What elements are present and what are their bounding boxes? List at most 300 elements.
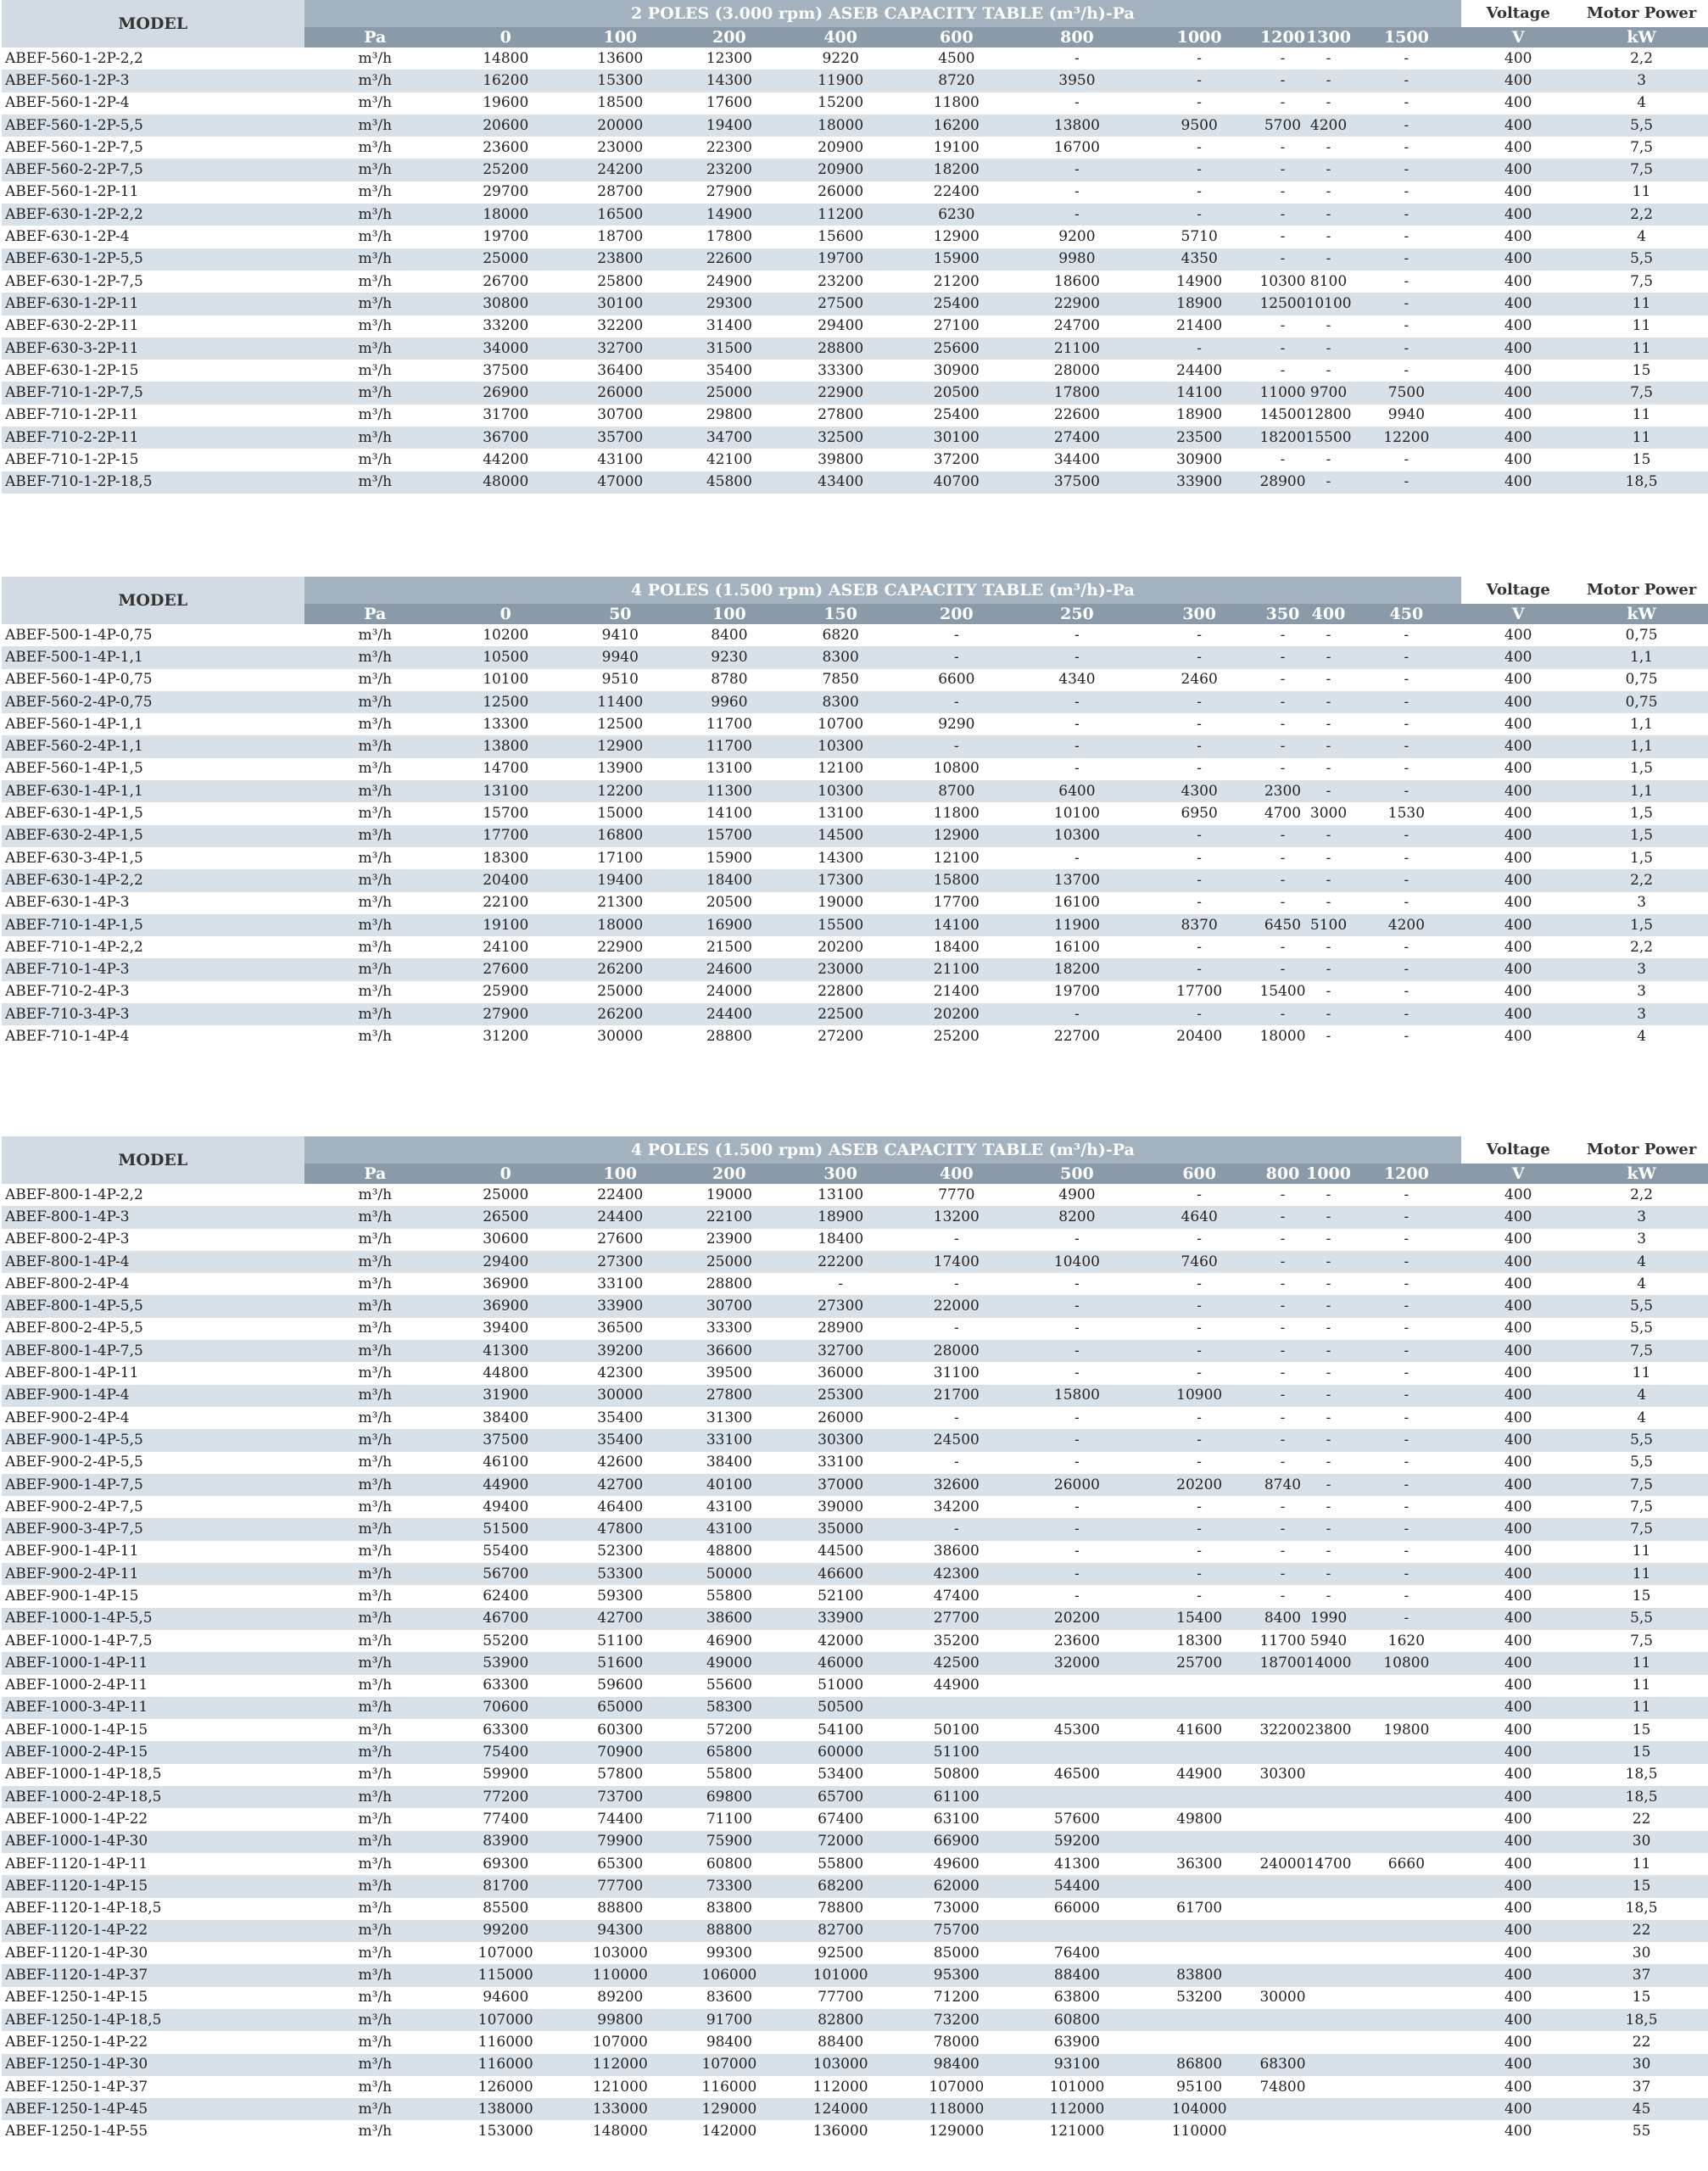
flow-value-cell: 20200 <box>784 936 898 958</box>
table-row <box>2 758 1708 780</box>
pressure-column-header: 1000 <box>1139 27 1260 47</box>
table-row <box>2 1251 1708 1273</box>
flow-value-cell: 77700 <box>784 1987 898 2009</box>
flow-value-cell: 32500 <box>784 427 898 449</box>
flow-value-cell: 11700 <box>1259 1630 1305 1652</box>
table-row <box>2 1987 1708 2009</box>
flow-value-cell: 27200 <box>784 1025 898 1047</box>
flow-value-cell: 41300 <box>446 1340 565 1362</box>
pressure-column-header: 1200 <box>1352 1164 1462 1184</box>
flow-value-cell: 27300 <box>784 1295 898 1317</box>
flow-value-cell: 19000 <box>784 892 898 914</box>
model-cell: ABEF-900-1-4P-15 <box>2 1585 304 1607</box>
motor-power-cell: 3 <box>1575 70 1708 92</box>
flow-value-cell: 21100 <box>1015 338 1139 360</box>
flow-value-cell: 25900 <box>446 981 565 1003</box>
voltage-cell: 400 <box>1461 981 1575 1003</box>
flow-value-cell: 31500 <box>675 338 784 360</box>
flow-value-cell: - <box>1352 735 1462 757</box>
table-row <box>2 92 1708 114</box>
flow-value-cell: - <box>1259 1184 1305 1206</box>
flow-value-cell: 59300 <box>565 1585 675 1607</box>
flow-value-cell <box>1139 1920 1260 1942</box>
flow-value-cell: 42500 <box>898 1652 1015 1674</box>
model-cell: ABEF-900-3-4P-7,5 <box>2 1518 304 1540</box>
unit-cell: m³/h <box>304 2031 446 2053</box>
flow-value-cell: 12800 <box>1306 405 1352 427</box>
motor-power-cell: 11 <box>1575 1697 1708 1719</box>
motor-power-unit: kW <box>1575 1164 1708 1184</box>
flow-value-cell: 116000 <box>446 2054 565 2076</box>
flow-value-cell: 14300 <box>675 70 784 92</box>
model-cell: ABEF-800-1-4P-5,5 <box>2 1295 304 1317</box>
flow-value-cell: 5940 <box>1306 1630 1352 1652</box>
motor-power-cell: 1,1 <box>1575 735 1708 757</box>
flow-value-cell: 75900 <box>675 1831 784 1853</box>
flow-value-cell: 94600 <box>446 1987 565 2009</box>
flow-value-cell: 39400 <box>446 1318 565 1340</box>
flow-value-cell: 51500 <box>446 1518 565 1540</box>
motor-power-cell: 2,2 <box>1575 204 1708 226</box>
voltage-cell: 400 <box>1461 2120 1575 2142</box>
flow-value-cell: 35700 <box>565 427 675 449</box>
table-row <box>2 2009 1708 2031</box>
table-row <box>2 1474 1708 1496</box>
voltage-cell: 400 <box>1461 1920 1575 1942</box>
flow-value-cell: 30100 <box>898 427 1015 449</box>
unit-cell: m³/h <box>304 1407 446 1429</box>
flow-value-cell: 29700 <box>446 181 565 204</box>
flow-value-cell: 22100 <box>675 1206 784 1228</box>
unit-cell: m³/h <box>304 360 446 382</box>
flow-value-cell: - <box>1259 338 1305 360</box>
flow-value-cell: 43100 <box>675 1518 784 1540</box>
flow-value-cell: 25000 <box>675 1251 784 1273</box>
flow-value-cell: 24000 <box>675 981 784 1003</box>
flow-value-cell: 92500 <box>784 1942 898 1964</box>
flow-value-cell <box>1306 1808 1352 1830</box>
voltage-cell: 400 <box>1461 1273 1575 1295</box>
unit-cell: m³/h <box>304 892 446 914</box>
pa-label: Pa <box>304 604 446 624</box>
flow-value-cell: - <box>1015 1273 1139 1295</box>
flow-value-cell: - <box>1352 1452 1462 1474</box>
flow-value-cell: 89200 <box>565 1987 675 2009</box>
motor-power-cell: 18,5 <box>1575 1898 1708 1920</box>
flow-value-cell: - <box>1259 1273 1305 1295</box>
flow-value-cell: - <box>1352 1541 1462 1563</box>
model-cell: ABEF-560-2-4P-0,75 <box>2 691 304 713</box>
flow-value-cell: 71100 <box>675 1808 784 1830</box>
motor-power-cell: 7,5 <box>1575 1340 1708 1362</box>
flow-value-cell: 25000 <box>675 382 784 404</box>
flow-value-cell: 6660 <box>1352 1853 1462 1875</box>
flow-value-cell: - <box>1352 981 1462 1003</box>
model-cell: ABEF-560-1-4P-1,1 <box>2 713 304 735</box>
flow-value-cell: - <box>1139 70 1260 92</box>
flow-value-cell: 63300 <box>446 1719 565 1741</box>
motor-power-cell: 15 <box>1575 449 1708 471</box>
pa-label: Pa <box>304 1164 446 1184</box>
flow-value-cell: 14300 <box>784 847 898 869</box>
model-cell: ABEF-800-2-4P-5,5 <box>2 1318 304 1340</box>
flow-value-cell: 14500 <box>1259 405 1305 427</box>
flow-value-cell: 46400 <box>565 1496 675 1518</box>
flow-value-cell: 8300 <box>784 691 898 713</box>
unit-cell: m³/h <box>304 315 446 338</box>
flow-value-cell: 18200 <box>1259 427 1305 449</box>
flow-value-cell: - <box>1306 958 1352 980</box>
flow-value-cell: 7850 <box>784 669 898 691</box>
voltage-cell: 400 <box>1461 1385 1575 1407</box>
flow-value-cell: 4200 <box>1306 114 1352 137</box>
table-row <box>2 226 1708 248</box>
flow-value-cell: 51100 <box>898 1741 1015 1763</box>
model-cell: ABEF-710-1-2P-7,5 <box>2 382 304 404</box>
model-cell: ABEF-800-1-4P-3 <box>2 1206 304 1228</box>
table-row <box>2 1741 1708 1763</box>
motor-power-cell: 11 <box>1575 1563 1708 1585</box>
pressure-column-header: 1300 <box>1306 27 1351 47</box>
model-cell: ABEF-1000-1-4P-22 <box>2 1808 304 1830</box>
voltage-cell: 400 <box>1461 1184 1575 1206</box>
model-cell: ABEF-560-1-2P-5,5 <box>2 114 304 137</box>
unit-cell: m³/h <box>304 137 446 159</box>
flow-value-cell: 10800 <box>1352 1652 1462 1674</box>
voltage-cell: 400 <box>1461 1541 1575 1563</box>
table-row <box>2 181 1708 204</box>
flow-value-cell <box>1352 1808 1462 1830</box>
flow-value-cell: - <box>1259 1585 1305 1607</box>
model-cell: ABEF-1250-1-4P-22 <box>2 2031 304 2053</box>
motor-power-cell: 5,5 <box>1575 1429 1708 1451</box>
flow-value-cell: 20400 <box>1139 1025 1260 1047</box>
flow-value-cell <box>1015 1697 1139 1719</box>
unit-cell: m³/h <box>304 624 446 646</box>
flow-value-cell: 13800 <box>1015 114 1139 137</box>
flow-value-cell: 18500 <box>565 92 675 114</box>
flow-value-cell: 14100 <box>1139 382 1260 404</box>
flow-value-cell: 61100 <box>898 1786 1015 1808</box>
pressure-column-header: 50 <box>565 604 675 624</box>
pressure-column-header: 250 <box>1015 604 1139 624</box>
flow-value-cell: 91700 <box>675 2009 784 2031</box>
flow-value-cell <box>1306 2098 1352 2120</box>
flow-value-cell: 69300 <box>446 1853 565 1875</box>
unit-cell: m³/h <box>304 1942 446 1964</box>
flow-value-cell <box>1259 1942 1305 1964</box>
flow-value-cell: - <box>1015 735 1139 757</box>
motor-power-cell: 11 <box>1575 1652 1708 1674</box>
flow-value-cell: - <box>1139 1340 1260 1362</box>
flow-value-cell: 25200 <box>446 159 565 181</box>
table-row <box>2 315 1708 338</box>
flow-value-cell: - <box>1259 691 1305 713</box>
unit-cell: m³/h <box>304 2098 446 2120</box>
table-row <box>2 137 1708 159</box>
flow-value-cell: 10100 <box>1015 802 1139 824</box>
motor-power-cell: 15 <box>1575 1987 1708 2009</box>
flow-value-cell: 54400 <box>1015 1875 1139 1897</box>
flow-value-cell: - <box>1015 1003 1139 1025</box>
model-cell: ABEF-1000-2-4P-15 <box>2 1741 304 1763</box>
flow-value-cell: - <box>1306 1452 1352 1474</box>
unit-cell: m³/h <box>304 1898 446 1920</box>
flow-value-cell: - <box>1306 869 1352 891</box>
unit-cell: m³/h <box>304 2120 446 2142</box>
model-cell: ABEF-710-1-2P-15 <box>2 449 304 471</box>
flow-value-cell: 9940 <box>565 646 675 668</box>
flow-value-cell: 18200 <box>898 159 1015 181</box>
flow-value-cell <box>1259 1875 1305 1897</box>
flow-value-cell: 10300 <box>784 780 898 802</box>
flow-value-cell: - <box>1139 1318 1260 1340</box>
flow-value-cell: 17300 <box>784 869 898 891</box>
voltage-cell: 400 <box>1461 2009 1575 2031</box>
flow-value-cell: 22900 <box>1015 293 1139 315</box>
flow-value-cell: 22600 <box>675 248 784 271</box>
flow-value-cell: - <box>1139 1452 1260 1474</box>
flow-value-cell: 14900 <box>1139 271 1260 293</box>
flow-value-cell: - <box>1306 1585 1352 1607</box>
motor-power-cell: 5,5 <box>1575 1295 1708 1317</box>
unit-cell: m³/h <box>304 2054 446 2076</box>
pressure-column-header: 150 <box>784 604 898 624</box>
flow-value-cell: 106000 <box>675 1964 784 1986</box>
unit-cell: m³/h <box>304 1496 446 1518</box>
flow-value-cell: 53300 <box>565 1563 675 1585</box>
flow-value-cell: - <box>1306 1362 1352 1384</box>
motor-power-cell: 11 <box>1575 293 1708 315</box>
flow-value-cell: 10300 <box>1015 825 1139 847</box>
model-header: MODEL <box>2 1136 304 1184</box>
flow-value-cell <box>1306 1764 1352 1786</box>
motor-power-cell: 15 <box>1575 1719 1708 1741</box>
flow-value-cell: 124000 <box>784 2098 898 2120</box>
flow-value-cell: 25800 <box>565 271 675 293</box>
flow-value-cell: - <box>1352 271 1462 293</box>
model-cell: ABEF-630-1-4P-2,2 <box>2 869 304 891</box>
unit-cell: m³/h <box>304 1362 446 1384</box>
flow-value-cell: 34000 <box>446 338 565 360</box>
flow-value-cell: - <box>1259 47 1305 70</box>
flow-value-cell: 20000 <box>565 114 675 137</box>
voltage-cell: 400 <box>1461 1808 1575 1830</box>
flow-value-cell: 4300 <box>1139 780 1260 802</box>
flow-value-cell: 23800 <box>565 248 675 271</box>
table-row <box>2 691 1708 713</box>
flow-value-cell <box>1139 1942 1260 1964</box>
flow-value-cell: - <box>1139 92 1260 114</box>
table-row <box>2 1875 1708 1897</box>
flow-value-cell: 10100 <box>1306 293 1352 315</box>
flow-value-cell: 34700 <box>675 427 784 449</box>
flow-value-cell: 34400 <box>1015 449 1139 471</box>
flow-value-cell: - <box>1139 847 1260 869</box>
flow-value-cell: - <box>1139 1295 1260 1317</box>
flow-value-cell: - <box>1352 1184 1462 1206</box>
flow-value-cell: - <box>1259 159 1305 181</box>
table-row <box>2 669 1708 691</box>
model-cell: ABEF-630-3-2P-11 <box>2 338 304 360</box>
model-cell: ABEF-800-1-4P-2,2 <box>2 1184 304 1206</box>
flow-value-cell: 33300 <box>675 1318 784 1340</box>
flow-value-cell: 21100 <box>898 958 1015 980</box>
flow-value-cell: - <box>1306 1318 1352 1340</box>
voltage-cell: 400 <box>1461 427 1575 449</box>
table-row <box>2 1630 1708 1652</box>
flow-value-cell: - <box>1352 360 1462 382</box>
table-row <box>2 1452 1708 1474</box>
flow-value-cell: 26000 <box>784 1407 898 1429</box>
flow-value-cell: - <box>1139 646 1260 668</box>
model-header: MODEL <box>2 577 304 624</box>
motor-power-cell: 7,5 <box>1575 1496 1708 1518</box>
flow-value-cell: 36400 <box>565 360 675 382</box>
flow-value-cell: - <box>1306 181 1352 204</box>
flow-value-cell: - <box>1139 1563 1260 1585</box>
model-cell: ABEF-900-2-4P-11 <box>2 1563 304 1585</box>
flow-value-cell: 16100 <box>1015 892 1139 914</box>
flow-value-cell <box>1259 1964 1305 1986</box>
flow-value-cell: 53200 <box>1139 1987 1260 2009</box>
flow-value-cell: 14800 <box>446 47 565 70</box>
table-row <box>2 1407 1708 1429</box>
flow-value-cell: 5100 <box>1306 914 1352 936</box>
flow-value-cell: 15400 <box>1259 981 1305 1003</box>
flow-value-cell: 46600 <box>784 1563 898 1585</box>
flow-value-cell: 142000 <box>675 2120 784 2142</box>
table-row <box>2 780 1708 802</box>
flow-value-cell: 40100 <box>675 1474 784 1496</box>
flow-value-cell: 18000 <box>784 114 898 137</box>
flow-value-cell: 20200 <box>1139 1474 1260 1496</box>
flow-value-cell: 85000 <box>898 1942 1015 1964</box>
flow-value-cell: 95300 <box>898 1964 1015 1986</box>
table-row <box>2 472 1708 494</box>
unit-cell: m³/h <box>304 1518 446 1540</box>
voltage-cell: 400 <box>1461 47 1575 70</box>
flow-value-cell: 30900 <box>898 360 1015 382</box>
flow-value-cell: - <box>1139 159 1260 181</box>
model-cell: ABEF-1120-1-4P-37 <box>2 1964 304 1986</box>
flow-value-cell <box>1352 2098 1462 2120</box>
flow-value-cell: - <box>1306 691 1352 713</box>
voltage-cell: 400 <box>1461 1407 1575 1429</box>
flow-value-cell: 4200 <box>1352 914 1462 936</box>
flow-value-cell: - <box>1259 713 1305 735</box>
motor-power-cell: 4 <box>1575 1385 1708 1407</box>
flow-value-cell: 73300 <box>675 1875 784 1897</box>
flow-value-cell: 15600 <box>784 226 898 248</box>
motor-power-cell: 1,5 <box>1575 825 1708 847</box>
pressure-column-header: 400 <box>1306 604 1352 624</box>
unit-cell: m³/h <box>304 92 446 114</box>
flow-value-cell: 12200 <box>1352 427 1462 449</box>
flow-value-cell: - <box>1015 1340 1139 1362</box>
motor-power-cell: 37 <box>1575 2076 1708 2098</box>
unit-cell: m³/h <box>304 1206 446 1228</box>
flow-value-cell: - <box>1139 735 1260 757</box>
flow-value-cell <box>1139 1786 1260 1808</box>
flow-value-cell: - <box>1306 1407 1352 1429</box>
flow-value-cell: 23600 <box>1015 1630 1139 1652</box>
flow-value-cell: 9200 <box>1015 226 1139 248</box>
flow-value-cell: 21500 <box>675 936 784 958</box>
unit-cell: m³/h <box>304 981 446 1003</box>
flow-value-cell: 12500 <box>565 713 675 735</box>
flow-value-cell: 15400 <box>1139 1608 1260 1630</box>
flow-value-cell: 82800 <box>784 2009 898 2031</box>
flow-value-cell: - <box>1259 92 1305 114</box>
pressure-column-header: 0 <box>446 1164 565 1184</box>
flow-value-cell: - <box>1306 1518 1352 1540</box>
flow-value-cell: 37500 <box>446 1429 565 1451</box>
flow-value-cell: - <box>1139 1518 1260 1540</box>
flow-value-cell: 83600 <box>675 1987 784 2009</box>
flow-value-cell: 76400 <box>1015 1942 1139 1964</box>
flow-value-cell: 88400 <box>784 2031 898 2053</box>
flow-value-cell: - <box>1352 1273 1462 1295</box>
flow-value-cell: 101000 <box>1015 2076 1139 2098</box>
motor-power-cell: 3 <box>1575 981 1708 1003</box>
unit-cell: m³/h <box>304 869 446 891</box>
flow-value-cell: 8400 <box>1259 1608 1305 1630</box>
model-cell: ABEF-560-2-4P-1,1 <box>2 735 304 757</box>
flow-value-cell: 29400 <box>446 1251 565 1273</box>
flow-value-cell <box>1352 1764 1462 1786</box>
voltage-cell: 400 <box>1461 713 1575 735</box>
flow-value-cell: - <box>1352 892 1462 914</box>
flow-value-cell: 1990 <box>1306 1608 1352 1630</box>
model-cell: ABEF-710-1-4P-3 <box>2 958 304 980</box>
model-cell: ABEF-1250-1-4P-15 <box>2 1987 304 2009</box>
flow-value-cell: 112000 <box>565 2054 675 2076</box>
motor-power-cell: 3 <box>1575 1229 1708 1251</box>
flow-value-cell: 66000 <box>1015 1898 1139 1920</box>
pressure-column-header: 600 <box>1139 1164 1260 1184</box>
voltage-cell: 400 <box>1461 1675 1575 1697</box>
flow-value-cell: - <box>1352 691 1462 713</box>
flow-value-cell: - <box>1015 1518 1139 1540</box>
flow-value-cell: - <box>1015 1585 1139 1607</box>
model-cell: ABEF-900-2-4P-5,5 <box>2 1452 304 1474</box>
flow-value-cell: 18900 <box>784 1206 898 1228</box>
flow-value-cell <box>1139 1831 1260 1853</box>
voltage-cell: 400 <box>1461 1719 1575 1741</box>
unit-cell: m³/h <box>304 914 446 936</box>
flow-value-cell: - <box>1259 360 1305 382</box>
table-row <box>2 1831 1708 1853</box>
flow-value-cell: 73700 <box>565 1786 675 1808</box>
flow-value-cell: 42600 <box>565 1452 675 1474</box>
voltage-cell: 400 <box>1461 780 1575 802</box>
flow-value-cell: - <box>1015 758 1139 780</box>
flow-value-cell: 15500 <box>784 914 898 936</box>
voltage-header: Voltage <box>1461 0 1575 27</box>
flow-value-cell: - <box>1259 1251 1305 1273</box>
table-row <box>2 248 1708 271</box>
unit-cell: m³/h <box>304 1652 446 1674</box>
flow-value-cell: 47400 <box>898 1585 1015 1607</box>
flow-value-cell: 51000 <box>784 1675 898 1697</box>
motor-power-cell: 4 <box>1575 1251 1708 1273</box>
voltage-cell: 400 <box>1461 1898 1575 1920</box>
motor-power-cell: 15 <box>1575 1585 1708 1607</box>
flow-value-cell: 33300 <box>784 360 898 382</box>
flow-value-cell: 36600 <box>675 1340 784 1362</box>
flow-value-cell: 18700 <box>565 226 675 248</box>
